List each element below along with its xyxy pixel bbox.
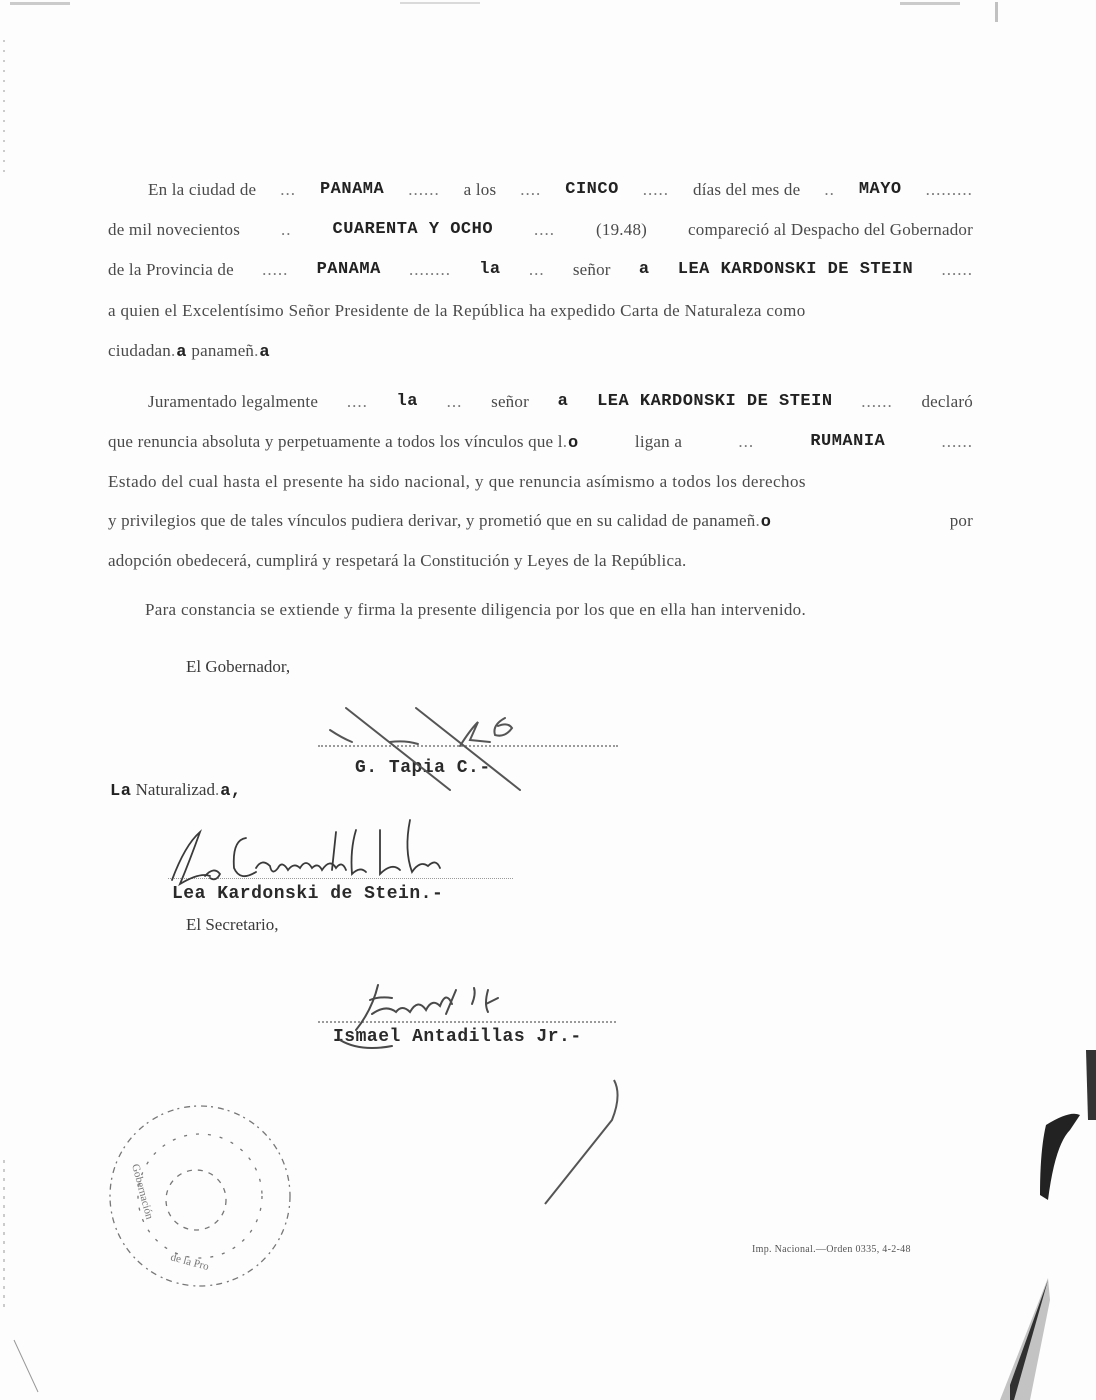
text: señor xyxy=(572,260,611,279)
dots: ... xyxy=(446,392,463,411)
dots: ...... xyxy=(941,432,973,451)
scan-artifact-icon xyxy=(1040,1114,1080,1200)
dots: ..... xyxy=(262,260,289,279)
dots: ..... xyxy=(642,180,670,199)
p2-line3: Estado del cual hasta el presente ha sido nacional, y que renuncia asímismo a todos los derechos xyxy=(108,472,806,491)
p1-line4: a quien el Excelentísimo Señor Presidente de la República ha expedido Carta de Naturaleza como xyxy=(108,301,806,320)
governor-name: G. Tapia C.- xyxy=(355,758,491,778)
city-field: PANAMA xyxy=(319,180,385,199)
gender-suffix: a xyxy=(259,343,271,362)
dots: .. xyxy=(824,180,835,199)
dots: ... xyxy=(738,432,755,451)
text: días del mes de xyxy=(693,180,801,199)
pen-stroke-icon xyxy=(545,1080,618,1204)
margin-marks-icon xyxy=(4,40,38,1392)
text: que renuncia absoluta y perpetuamente a todos los vínculos que l xyxy=(108,432,563,451)
dots: . xyxy=(562,432,568,451)
dots: ... xyxy=(280,180,296,199)
province-field: PANAMA xyxy=(316,260,381,279)
country-field: RUMANIA xyxy=(810,432,886,451)
governor-signature-icon xyxy=(330,708,520,790)
dots: .... xyxy=(346,392,368,411)
secretary-signature-icon xyxy=(340,985,498,1048)
article-field: la xyxy=(396,392,418,411)
gender-suffix: a, xyxy=(220,782,242,801)
month-field: MAYO xyxy=(858,180,902,199)
top-edge-marks-icon xyxy=(10,2,998,22)
year-number: (19.48) xyxy=(596,220,648,239)
gender-suffix: a xyxy=(557,392,569,411)
gender-suffix: o xyxy=(567,434,579,453)
year-words-field: CUARENTA Y OCHO xyxy=(332,220,494,239)
dots: . xyxy=(214,780,221,799)
name-field: LEA KARDONSKI DE STEIN xyxy=(677,260,914,279)
text: ciudadan xyxy=(108,341,171,360)
dots: .... xyxy=(534,220,556,239)
day-field: CINCO xyxy=(565,180,619,199)
gender-suffix: a xyxy=(176,343,187,362)
naturalized-name: Lea Kardonski de Stein.- xyxy=(172,884,444,904)
text: panameñ xyxy=(191,341,255,360)
text: Juramentado legalmente xyxy=(148,392,319,411)
text: a los xyxy=(463,180,497,199)
dots: . xyxy=(170,341,177,360)
svg-text:de la Pro: de la Pro xyxy=(169,1251,211,1274)
text: En la ciudad de xyxy=(148,180,257,199)
label-prefix: La xyxy=(110,782,132,801)
text: y privilegios que de tales vínculos pudiera derivar, y prometió que en su calidad de panameñ xyxy=(108,511,756,530)
printer-note: Imp. Nacional.—Orden 0335, 4-2-48 xyxy=(752,1244,911,1255)
dots: ... xyxy=(528,260,545,279)
name-field: LEA KARDONSKI DE STEIN xyxy=(597,392,833,411)
label-text: Naturalizad xyxy=(135,780,215,799)
text: de la Provincia de xyxy=(108,260,234,279)
dots: .. xyxy=(281,220,292,239)
p3-line: Para constancia se extiende y firma la presente diligencia por los que en ella han intervenido. xyxy=(145,600,807,619)
secretary-label: El Secretario, xyxy=(186,915,279,934)
dots: ......... xyxy=(925,180,973,199)
text: compareció al Despacho del Gobernador xyxy=(688,220,973,239)
article-field: la xyxy=(479,260,501,279)
naturalized-signature-icon xyxy=(172,820,440,884)
text: por xyxy=(949,511,973,530)
dots: ...... xyxy=(408,180,440,199)
dots: . xyxy=(755,511,761,530)
text: de mil novecientos xyxy=(108,220,241,239)
dots: .... xyxy=(520,180,542,199)
p2-line5: adopción obedecerá, cumplirá y respetará la Constitución y Leyes de la República. xyxy=(108,551,687,570)
gender-suffix: o xyxy=(760,513,772,532)
dots: . xyxy=(254,341,260,360)
text: señor xyxy=(491,392,529,411)
text: ligan a xyxy=(634,432,683,451)
dots: ........ xyxy=(409,260,451,279)
governor-label: El Gobernador, xyxy=(186,657,291,676)
dots: ...... xyxy=(861,392,893,411)
text: declaró xyxy=(921,392,973,411)
secretary-name: Ismael Antadillas Jr.- xyxy=(333,1027,582,1047)
seal-text: Gobernación xyxy=(129,1162,156,1221)
dots: ...... xyxy=(941,260,973,279)
gender-suffix: a xyxy=(638,260,650,279)
